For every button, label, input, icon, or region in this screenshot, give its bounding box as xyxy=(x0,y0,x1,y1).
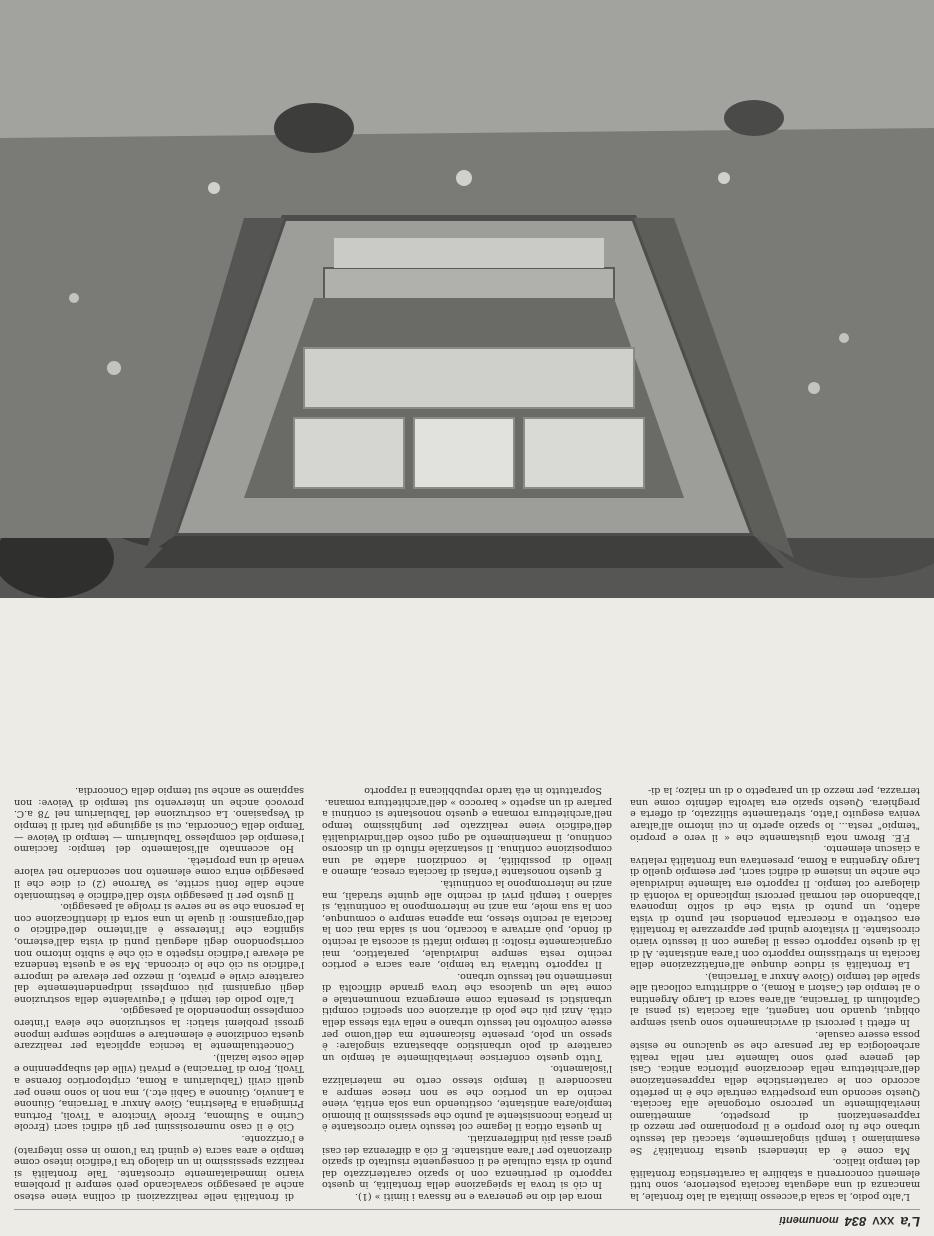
paragraph: Soprattutto in età tardo repubblicana il rapporto xyxy=(364,785,602,797)
page-number: 834 xyxy=(844,1214,867,1229)
paragraph: In ciò si trova la spiegazione della frontalità, in questo rapporto di pertinenza con lo spazio caratterizzato dal punto di vista cultuale ed il conseguente risultato di spazio direzionato per l'area antistante. È ciò a differenza dei casi greci assai più indifferenziati. xyxy=(322,1133,612,1191)
paragraph: Il gusto per il paesaggio visto dall'edificio è testimoniato anche dalle fonti scritte, se Varrone (2) ci dice che il paesaggio entra come elemento non secondario nel valore venale di una proprietà. xyxy=(14,854,304,901)
section-name: monumenti xyxy=(779,1214,839,1226)
paragraph: L'alto podio dei templi è l'equivalente della sostruzione degli organismi più complessi indipendentemente dal carattere civile e privato, il mezzo per elevare ed imporre l'edificio su ciò che lo circonda. Ma se a questa tendenza ad elevare l'edificio rispetto a ciò che è subito intorno non corrispondono degli adeguati punti di vista dall'esterno, significa che l'interesse è all'interno dell'edificio o dell'organismo: il quale in una sorta di identificazione con la persona che se ne serve si rivolge al paesaggio. xyxy=(14,901,304,1005)
paragraph: F.E. Brown nota giustamente che « il vero e proprio "tempio" resta... lo spazio aperto in cui intorno all'altare veniva eseguito l'atto, strettamente stilizzato, di offerta e preghiera. Questo spazio era talvolta definito come una terrazza, per mezzo di un parapetto o di un rialzo; la di- xyxy=(630,785,920,843)
article-column-1 xyxy=(630,622,920,1202)
paragraph: Tutto questo conferisce inevitabilmente al tempio un carattere di polo urbanistico abbastanza singolare: è spesso un polo, presente fisicamente ma dell'uomo per essere coinvolto nel tessuto urbano e nella vita stessa della città. Anzi più che polo di attrazione con specifici compiti urbanistici si presenta come emergenza monumentale e come tale un qualcosa che trova grande difficoltà di inserimento nel tessuto urbano. xyxy=(322,970,612,1063)
paragraph: In effetti i percorsi di avvicinamento sono quasi sempre obliqui, quando non tangenti, alla facciata (si pensi al Capitolium di Terracina, all'area sacra di Largo Argentina o al tempio dei Castori a Roma), o addirittura collocati alle spalle del tempio (Giove Anxur a Terracina). xyxy=(630,970,920,1029)
paragraph: Concettualmente la tecnica applicata per realizzare questa condizione è elementare e semplice sempre impone grossi problemi statici: la sostruzione che eleva l'intero complesso imponendolo al paesaggio. xyxy=(14,1005,304,1052)
paragraph: Il rapporto tuttavia tra tempio, area sacra e portico recinto resta sempre individuale, paratattico, mai organicamente risolto: il tempio infatti si accosta al recinto di fondo, può arrivare a toccarlo, non si salda mai con la facciata al recinto stesso, ma appena sempre o comunque, con la sua mole, ma anzi ne interrompono la continuità, si saldano i templi privi di recinto alle quinte stradali, ma anzi ne interrompono la continuità. xyxy=(322,877,612,971)
paragraph: In questa ottica il legame col tessuto viario circostante è in pratica inconsistente al punto che spessissimo il binomio tempio/area antistante, costituendo una sola entità, viene recinto da un portico che se non riesce sempre a nascondere il tempio stesso certo ne materializza l'isolamento. xyxy=(322,1063,612,1133)
paragraph: L'alto podio, la scala d'accesso limitata al lato frontale, la mancanza di una adeguata facciata posteriore, sono tutti elementi concorrenti a stabilire la caratteristica frontalità del tempio italico. xyxy=(630,1156,920,1202)
article-column-2 xyxy=(322,622,612,1202)
paragraph: Ma come è da intendersi questa frontalità? Se esaminiamo i templi singolarmente, staccati dal tessuto urbano che fu loro proprio e il proponiamo per mezzo di rappresentazioni di prospetto, ammettiamo inevitabilmente un percorso ortogonale alla facciata. Questo secondo una prospettiva centrale che è in perfetto accordo con le caratteristiche della rappresentazione dell'architettura nella decorazione pittorica antica. Casi del genere però sono talmente rari nella realtà archeologica da far pensare che se qualcuno ne esiste possa essere casuale. xyxy=(630,1028,920,1156)
paragraph: È questo nonostante l'enfasi di facciata cresca, almeno a livello di possibilità, le condizioni adatte ad una composizione continua. Il sostanziale rifiuto di un discorso continuo, il mantenimento ad ogni costo dell'individualità dell'edificio viene realizzato per lunghissimo tempo nell'architettura romana e questo nonostante si continui a parlare di un aspetto « barocco » dell'architettura romana. xyxy=(322,796,612,878)
paragraph: La frontalità si riduce dunque all'enfatizzazione della facciata in strettissimo rapporto con l'area antistante. Al di là di questo rapporto cessa il legame con il tessuto viario circostante. Il visitatore quindi per apprezzare la frontalità era costretto a ricercarla ponendosi nel punto di vista adatto, un punto di vista che di solito imponeva l'abbandono dei normali percorsi implicando la volontà di dialogare col tempio. Il rapporto era talmente individuale che anche un insieme di edifici sacri, per esempio quello di Largo Argentina a Roma, presentava una frontalità relativa a ciascun elemento. xyxy=(630,843,920,971)
article-columns xyxy=(14,622,920,1202)
running-header xyxy=(14,1209,920,1230)
paragraph: di frontalità nelle realizzazioni di collina viene esteso anche al paesaggio scavalcando però sempre il problema viario immediatamente circostante. Tale frontalità si realizza spessissimo in un dialogo tra l'edificio inteso come tempio e area sacra (e quindi tra l'uomo in esso integrato) e l'orizzonte. xyxy=(14,1133,304,1202)
magazine-name: L'a xyxy=(900,1214,920,1230)
paragraph: Ciò è il caso numerosissimi per gli edifici sacri (Ercole Curino a Sulmona, Ercole Vincitore a Tivoli, Fortuna Primigenia a Palestrina, Giove Anxur a Terracina, Giunone a Lanuvio, Giunone a Gabii etc.), ma non lo sono meno per quelli civili (Tabularium a Roma, criptoportico forense a Tivoli, Foro di Terracina) e privati (ville del subappennino e delle coste laziali). xyxy=(14,1051,304,1133)
volume-number: XXV xyxy=(872,1214,895,1226)
paragraph: mora del dio ne generava e ne fissava i limiti » (1). xyxy=(354,1191,602,1202)
article-column-3 xyxy=(14,622,304,1202)
temple-ruins-photo xyxy=(0,0,934,598)
paragraph: Ho accennato all'isolamento del tempio: facciamo l'esempio del complesso Tabularium — tempio di Veiove — Tempio della Concordia, cui si aggiunge più tardi il tempio di Vespasiano. La costruzione del Tabularium nel 78 a.C. provocò anche un intervento sul tempio di Veiove: non sappiamo se anche sul tempio della Concordia. xyxy=(14,785,304,855)
